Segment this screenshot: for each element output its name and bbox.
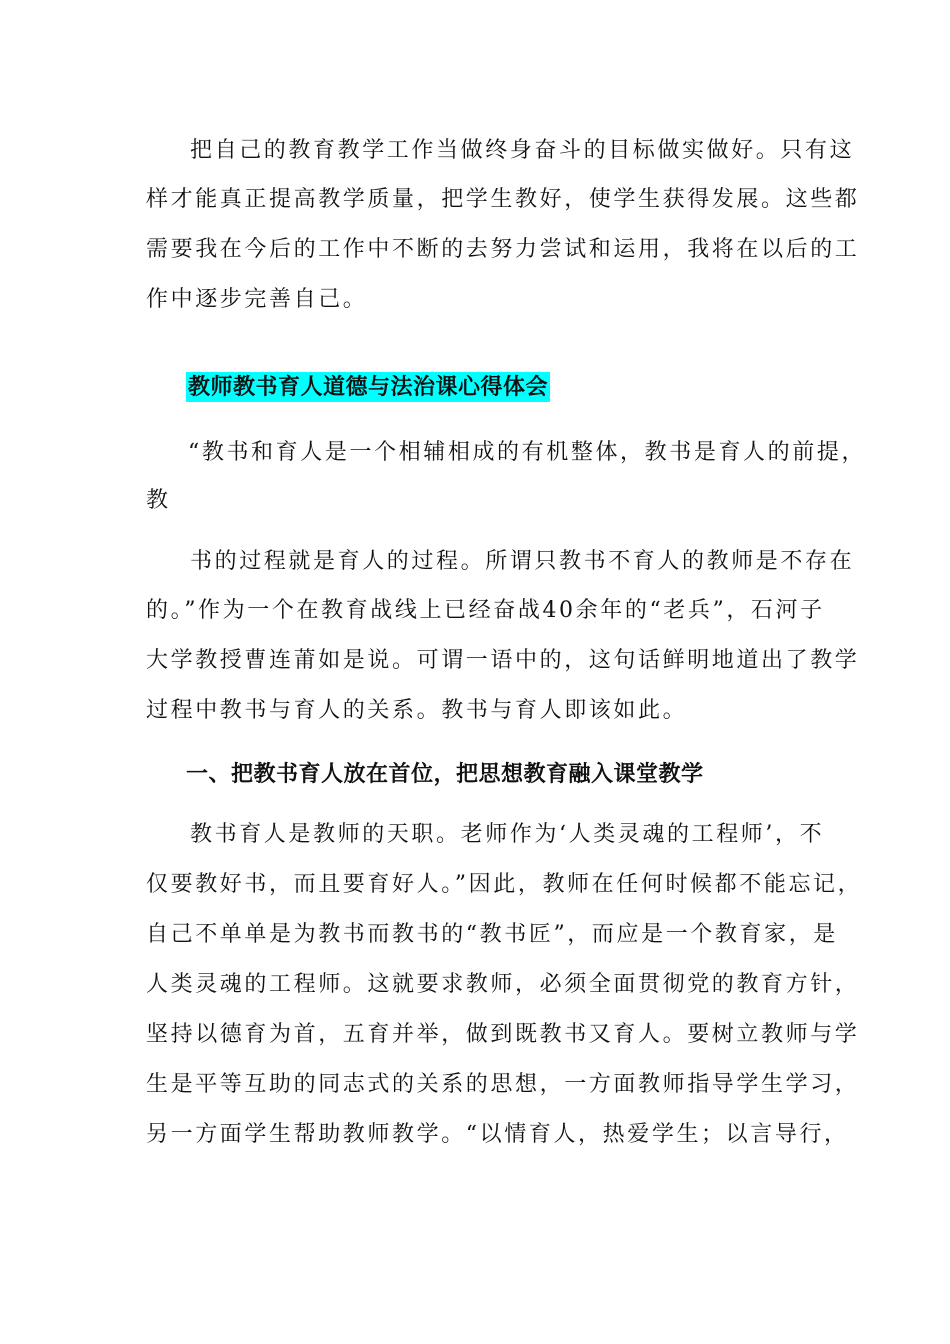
- paragraph-line: “教书和育人是一个相辅相成的有机整体，教书是育人的前提，: [188, 440, 867, 465]
- paragraph-line: 仅要教好书，而且要育好人。”因此，教师在任何时候都不能忘记，: [146, 872, 863, 897]
- paragraph-line: 另一方面学生帮助教师教学。“以情育人，热爱学生；以言导行，: [146, 1122, 849, 1147]
- paragraph-line: 教: [146, 488, 171, 513]
- title-highlight: 教师教书育人道德与法治课心得体会: [188, 374, 549, 400]
- paragraph-line: 需要我在今后的工作中不断的去努力尝试和运用，我将在以后的工: [146, 237, 860, 262]
- paragraph-line: 书的过程就是育人的过程。所谓只教书不育人的教师是不存在: [190, 549, 855, 574]
- paragraph-line: 人类灵魂的工程师。这就要求教师，必须全面贯彻党的教育方针，: [146, 972, 860, 997]
- paragraph-line: 的。”作为一个在教育战线上已经奋战40余年的“老兵”，石河子: [146, 598, 825, 623]
- paragraph-line: 自己不单单是为教书而教书的“教书匠”，而应是一个教育家，是: [146, 922, 838, 947]
- paragraph-line: 过程中教书与育人的关系。教书与育人即该如此。: [146, 698, 688, 723]
- section-heading: 一、把教书育人放在首位，把思想教育融入课堂教学: [186, 761, 704, 787]
- document-title: [186, 372, 550, 402]
- paragraph-line: 坚持以德育为首，五育并举，做到既教书又育人。要树立教师与学: [146, 1022, 860, 1047]
- paragraph-line: 把自己的教育教学工作当做终身奋斗的目标做实做好。只有这: [190, 138, 855, 163]
- paragraph-line: 大学教授曹连莆如是说。可谓一语中的，这句话鲜明地道出了教学: [146, 648, 860, 673]
- paragraph-line: 教书育人是教师的天职。老师作为‘人类灵魂的工程师’，不: [190, 822, 825, 847]
- paragraph-line: 生是平等互助的同志式的关系的思想，一方面教师指导学生学习，: [146, 1072, 860, 1097]
- paragraph-line: 样才能真正提高教学质量，把学生教好，使学生获得发展。这些都: [146, 187, 860, 212]
- paragraph-line: 作中逐步完善自己。: [146, 287, 368, 312]
